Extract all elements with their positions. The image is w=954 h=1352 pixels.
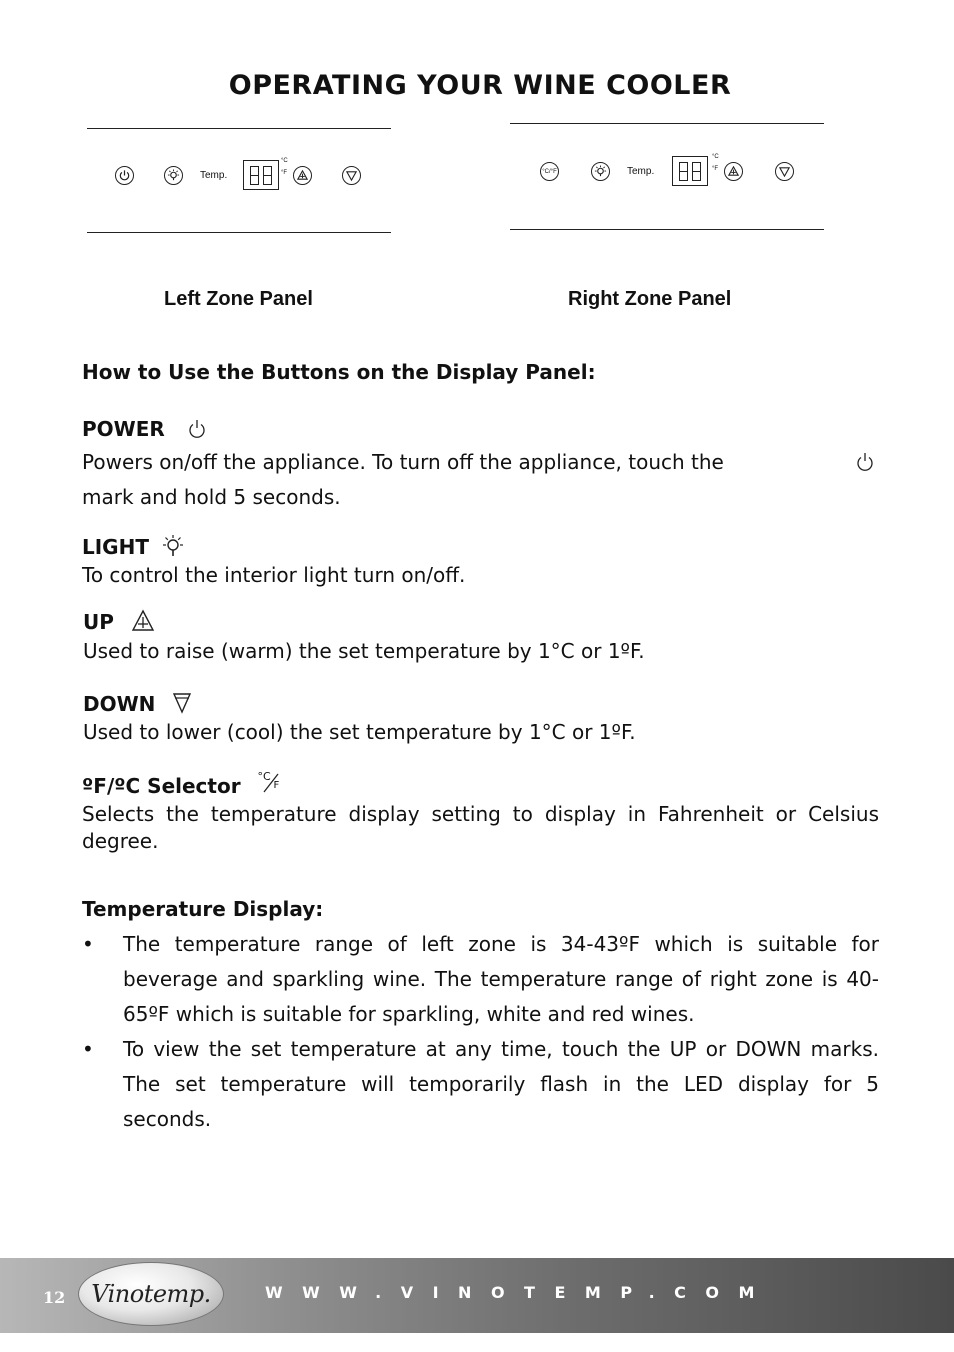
right-panel-top-rule <box>510 123 824 124</box>
selector-description: Selects the temperature display setting to display in Fahrenheit or Celsius degree. <box>82 802 879 853</box>
up-heading-text: UP <box>83 610 114 634</box>
light-description: To control the interior light turn on/off. <box>82 563 466 587</box>
light-icon[interactable] <box>164 166 183 185</box>
down-icon[interactable] <box>775 162 794 181</box>
fc-selector-icon-f: F <box>273 779 280 791</box>
led-display <box>672 156 708 186</box>
power-icon <box>856 451 874 473</box>
temp-label: Temp. <box>627 166 655 177</box>
down-icon <box>172 691 192 715</box>
light-icon[interactable] <box>591 162 610 181</box>
page-number: 12 <box>43 1288 66 1307</box>
bullet-text: To view the set temperature at any time, touch the UP or DOWN marks. The set temperature will temporarily flash in the LED display for 5 seconds. <box>123 1037 879 1131</box>
power-heading <box>82 417 206 441</box>
fc-selector-label: °C/°F <box>542 168 557 175</box>
down-heading <box>83 692 192 716</box>
temp-label: Temp. <box>200 170 228 181</box>
light-icon <box>162 534 184 558</box>
down-icon[interactable] <box>342 166 361 185</box>
left-zone-label: Left Zone Panel <box>164 288 313 310</box>
right-zone-label: Right Zone Panel <box>568 288 732 310</box>
unit-f-indicator: °F <box>712 166 719 172</box>
page-title: OPERATING YOUR WINE COOLER <box>228 70 732 101</box>
unit-c-indicator: °C <box>281 158 288 164</box>
website-url[interactable]: WWW.VINOTEMP.COM <box>265 1283 774 1302</box>
bullet-symbol: • <box>82 932 94 956</box>
power-heading-text: POWER <box>82 417 165 441</box>
light-heading-text: LIGHT <box>82 535 149 559</box>
led-digit <box>263 166 272 185</box>
led-digit <box>679 162 688 181</box>
up-icon[interactable] <box>724 162 743 181</box>
right-zone-panel <box>510 151 824 191</box>
list-item <box>82 1032 879 1137</box>
led-display <box>243 160 279 190</box>
led-digit <box>692 162 701 181</box>
power-description-line2: mark and hold 5 seconds. <box>82 485 341 509</box>
bullet-symbol: • <box>82 1037 94 1061</box>
up-icon <box>131 609 155 633</box>
temperature-display-heading: Temperature Display: <box>82 897 324 921</box>
unit-c-indicator: °C <box>712 154 719 160</box>
left-zone-panel <box>87 155 391 195</box>
light-heading <box>82 535 184 559</box>
unit-f-indicator: °F <box>281 170 288 176</box>
vinotemp-logo <box>78 1262 224 1326</box>
power-description-line1: Powers on/off the appliance. To turn off the appliance, touch the <box>82 450 724 474</box>
section-heading: How to Use the Buttons on the Display Panel: <box>82 360 596 384</box>
left-panel-bottom-rule <box>87 232 391 233</box>
fc-selector-icon[interactable] <box>540 162 559 181</box>
logo-text: Vinotemp. <box>91 1280 211 1308</box>
right-panel-bottom-rule <box>510 229 824 230</box>
led-digit <box>250 166 259 185</box>
left-panel-top-rule <box>87 128 391 129</box>
down-description: Used to lower (cool) the set temperature by 1°C or 1ºF. <box>83 720 636 744</box>
selector-heading-text: ºF/ºC Selector <box>82 774 241 798</box>
list-item <box>82 927 879 1032</box>
down-heading-text: DOWN <box>83 692 156 716</box>
selector-heading <box>82 769 286 798</box>
fc-selector-icon <box>258 770 286 796</box>
temperature-display-list <box>82 927 879 1137</box>
power-icon[interactable] <box>115 166 134 185</box>
bullet-text: The temperature range of left zone is 34-43ºF which is suitable for beverage and sparkling wine. The temperature range of right zone is 40-65ºF which is suitable for sparkling, white and red wines. <box>123 932 879 1026</box>
up-icon[interactable] <box>293 166 312 185</box>
power-icon <box>188 418 206 440</box>
up-description: Used to raise (warm) the set temperature by 1°C or 1ºF. <box>83 639 645 663</box>
fc-selector-icon-c: °C <box>257 769 271 783</box>
up-heading <box>83 610 155 634</box>
